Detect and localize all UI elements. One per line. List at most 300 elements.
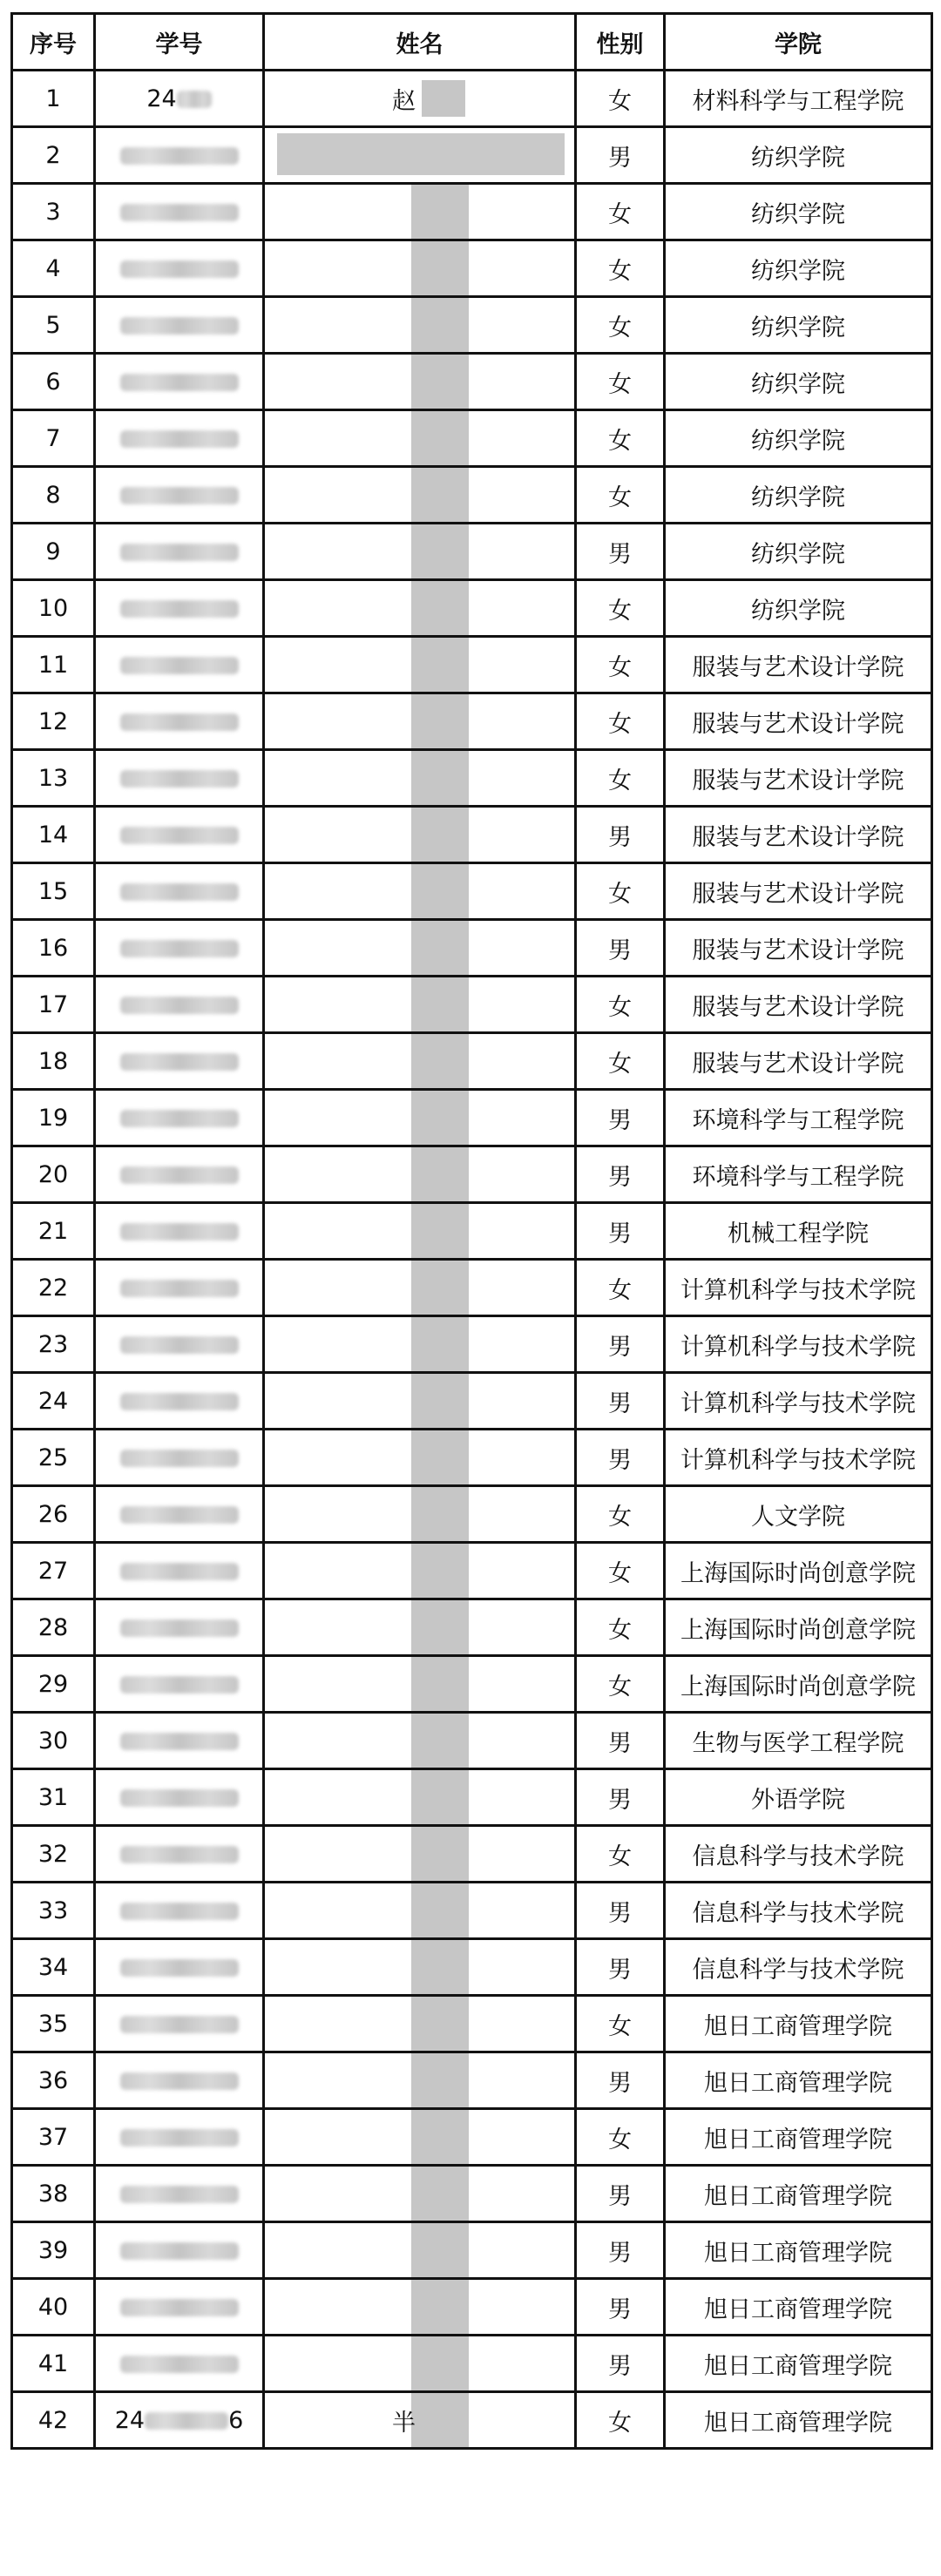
redacted-student-id [120, 544, 239, 561]
cell-seq: 34 [12, 1939, 95, 1996]
table-row [12, 354, 932, 410]
redacted-student-id [120, 1789, 239, 1807]
cell-student-id [95, 1146, 264, 1203]
cell-gender: 女 [576, 1033, 665, 1090]
cell-name [264, 1713, 576, 1769]
cell-seq: 17 [12, 977, 95, 1033]
cell-college: 旭日工商管理学院 [665, 2279, 932, 2336]
student-id-prefix: 24 [146, 85, 177, 112]
table-row [12, 2336, 932, 2392]
cell-seq: 9 [12, 524, 95, 580]
cell-college: 纺织学院 [665, 410, 932, 467]
redacted-student-id [120, 2072, 239, 2090]
cell-gender: 男 [576, 2336, 665, 2392]
cell-name [264, 1430, 576, 1486]
redacted-student-id [120, 1450, 239, 1467]
cell-student-id [95, 750, 264, 807]
header-student-id: 学号 [95, 14, 264, 71]
cell-student-id [95, 467, 264, 524]
roster-sheet [10, 12, 931, 2450]
cell-gender: 女 [576, 467, 665, 524]
redacted-name [411, 921, 469, 975]
redacted-name [411, 1374, 469, 1428]
redacted-student-id [120, 1903, 239, 1920]
cell-name [264, 240, 576, 297]
table-row [12, 240, 932, 297]
redacted-name [411, 694, 469, 748]
cell-name [264, 1599, 576, 1656]
header-seq: 序号 [12, 14, 95, 71]
redacted-student-id [120, 2356, 239, 2373]
cell-seq: 41 [12, 2336, 95, 2392]
redacted-student-id [120, 374, 239, 391]
cell-student-id [95, 693, 264, 750]
cell-name [264, 410, 576, 467]
cell-student-id [95, 1316, 264, 1373]
redacted-name [411, 1940, 469, 1994]
cell-college: 旭日工商管理学院 [665, 2166, 932, 2222]
cell-student-id [95, 920, 264, 977]
redacted-name [411, 2223, 469, 2277]
cell-seq: 12 [12, 693, 95, 750]
cell-student-id [95, 1826, 264, 1883]
redacted-name [411, 468, 469, 522]
cell-name [264, 297, 576, 354]
cell-seq: 7 [12, 410, 95, 467]
cell-gender: 女 [576, 863, 665, 920]
cell-gender: 女 [576, 1996, 665, 2052]
redacted-student-id [120, 1280, 239, 1297]
cell-college: 信息科学与技术学院 [665, 1883, 932, 1939]
cell-student-id [95, 863, 264, 920]
cell-gender: 女 [576, 2392, 665, 2449]
table-row [12, 184, 932, 240]
cell-college: 环境科学与工程学院 [665, 1090, 932, 1146]
cell-seq: 11 [12, 637, 95, 693]
redacted-student-id [120, 713, 239, 731]
cell-gender: 男 [576, 1203, 665, 1260]
redacted-name [411, 581, 469, 635]
redacted-student-id [120, 1053, 239, 1071]
name-visible-char: 半 [392, 2409, 416, 2437]
cell-college: 服装与艺术设计学院 [665, 637, 932, 693]
table-row [12, 410, 932, 467]
table-row [12, 1996, 932, 2052]
table-row [12, 1033, 932, 1090]
table-header-row [12, 14, 932, 71]
cell-name [264, 1033, 576, 1090]
cell-college: 纺织学院 [665, 467, 932, 524]
cell-gender: 男 [576, 1769, 665, 1826]
cell-name [264, 977, 576, 1033]
cell-student-id [95, 2279, 264, 2336]
cell-seq: 25 [12, 1430, 95, 1486]
cell-name [264, 184, 576, 240]
cell-student-id [95, 240, 264, 297]
cell-seq: 27 [12, 1543, 95, 1599]
redacted-name [411, 1430, 469, 1484]
cell-college: 计算机科学与技术学院 [665, 1316, 932, 1373]
cell-college: 计算机科学与技术学院 [665, 1430, 932, 1486]
table-row [12, 637, 932, 693]
cell-college: 上海国际时尚创意学院 [665, 1656, 932, 1713]
cell-seq: 6 [12, 354, 95, 410]
redacted-student-id [120, 827, 239, 844]
cell-student-id [95, 524, 264, 580]
table-row [12, 467, 932, 524]
table-row [12, 1373, 932, 1430]
cell-name [264, 1486, 576, 1543]
redacted-name [411, 1034, 469, 1088]
cell-seq: 13 [12, 750, 95, 807]
cell-student-id [95, 1769, 264, 1826]
cell-name [264, 354, 576, 410]
cell-gender: 男 [576, 524, 665, 580]
cell-college: 旭日工商管理学院 [665, 2222, 932, 2279]
redacted-student-id [120, 997, 239, 1014]
table-row [12, 1939, 932, 1996]
cell-gender: 女 [576, 1260, 665, 1316]
table-row [12, 977, 932, 1033]
cell-name [264, 1373, 576, 1430]
cell-name [264, 2109, 576, 2166]
cell-gender: 女 [576, 750, 665, 807]
header-gender: 性别 [576, 14, 665, 71]
cell-gender: 女 [576, 1599, 665, 1656]
cell-seq: 22 [12, 1260, 95, 1316]
student-id-suffix: 6 [228, 2406, 244, 2434]
cell-college: 旭日工商管理学院 [665, 2052, 932, 2109]
table-row [12, 297, 932, 354]
cell-seq: 5 [12, 297, 95, 354]
redacted-name [422, 80, 465, 117]
cell-student-id [95, 2222, 264, 2279]
table-row [12, 2392, 932, 2449]
redacted-student-id [120, 1336, 239, 1354]
cell-college: 信息科学与技术学院 [665, 1939, 932, 1996]
cell-college: 纺织学院 [665, 184, 932, 240]
cell-student-id [95, 1599, 264, 1656]
table-row [12, 1656, 932, 1713]
redacted-name [411, 524, 469, 578]
redacted-name [411, 1770, 469, 1824]
cell-student-id [95, 410, 264, 467]
cell-college: 服装与艺术设计学院 [665, 977, 932, 1033]
cell-college: 纺织学院 [665, 524, 932, 580]
cell-seq: 4 [12, 240, 95, 297]
redacted-student-id [120, 260, 239, 278]
cell-student-id [95, 807, 264, 863]
cell-student-id [95, 1939, 264, 1996]
cell-gender: 男 [576, 1316, 665, 1373]
redacted-student-id [120, 1166, 239, 1184]
cell-gender: 男 [576, 1090, 665, 1146]
table-body [12, 71, 932, 2449]
cell-name [264, 71, 576, 127]
cell-seq: 3 [12, 184, 95, 240]
cell-college: 旭日工商管理学院 [665, 2109, 932, 2166]
redacted-name [411, 751, 469, 805]
cell-college: 外语学院 [665, 1769, 932, 1826]
cell-college: 上海国际时尚创意学院 [665, 1599, 932, 1656]
cell-student-id [95, 1033, 264, 1090]
table-row [12, 863, 932, 920]
cell-seq: 35 [12, 1996, 95, 2052]
cell-student-id [95, 2392, 264, 2449]
cell-seq: 42 [12, 2392, 95, 2449]
cell-seq: 20 [12, 1146, 95, 1203]
redacted-student-id [120, 883, 239, 901]
cell-name [264, 2052, 576, 2109]
cell-name [264, 1883, 576, 1939]
table-row [12, 524, 932, 580]
cell-student-id [95, 1656, 264, 1713]
cell-seq: 29 [12, 1656, 95, 1713]
table-row [12, 2109, 932, 2166]
table-row [12, 71, 932, 127]
redacted-student-id [120, 1676, 239, 1694]
cell-gender: 女 [576, 184, 665, 240]
redacted-student-id [120, 1110, 239, 1127]
table-row [12, 1713, 932, 1769]
cell-student-id [95, 580, 264, 637]
cell-student-id [95, 1430, 264, 1486]
cell-name [264, 807, 576, 863]
redacted-name [411, 2336, 469, 2390]
redacted-name [411, 2053, 469, 2107]
cell-seq: 32 [12, 1826, 95, 1883]
cell-college: 纺织学院 [665, 580, 932, 637]
cell-seq: 24 [12, 1373, 95, 1430]
table-row [12, 1769, 932, 1826]
table-row [12, 1430, 932, 1486]
redacted-name [411, 977, 469, 1031]
cell-college: 机械工程学院 [665, 1203, 932, 1260]
cell-college: 计算机科学与技术学院 [665, 1260, 932, 1316]
cell-student-id [95, 1996, 264, 2052]
cell-college: 人文学院 [665, 1486, 932, 1543]
cell-student-id [95, 127, 264, 184]
redacted-name [411, 2167, 469, 2221]
cell-gender: 女 [576, 977, 665, 1033]
redacted-name [411, 1261, 469, 1315]
cell-student-id [95, 2166, 264, 2222]
cell-gender: 男 [576, 807, 665, 863]
cell-gender: 女 [576, 71, 665, 127]
cell-seq: 15 [12, 863, 95, 920]
cell-student-id [95, 1373, 264, 1430]
table-row [12, 2166, 932, 2222]
redacted-name [411, 2110, 469, 2164]
redacted-name [411, 1714, 469, 1768]
cell-seq: 33 [12, 1883, 95, 1939]
cell-student-id [95, 977, 264, 1033]
redacted-student-id [120, 2129, 239, 2147]
cell-seq: 31 [12, 1769, 95, 1826]
cell-name [264, 2166, 576, 2222]
cell-student-id [95, 637, 264, 693]
cell-seq: 39 [12, 2222, 95, 2279]
cell-seq: 40 [12, 2279, 95, 2336]
table-row [12, 750, 932, 807]
cell-gender: 男 [576, 920, 665, 977]
cell-name [264, 467, 576, 524]
table-row [12, 1203, 932, 1260]
cell-gender: 男 [576, 2052, 665, 2109]
cell-seq: 2 [12, 127, 95, 184]
cell-name [264, 693, 576, 750]
cell-seq: 23 [12, 1316, 95, 1373]
table-row [12, 2279, 932, 2336]
redacted-student-id [177, 91, 212, 108]
cell-seq: 38 [12, 2166, 95, 2222]
cell-college: 服装与艺术设计学院 [665, 863, 932, 920]
redacted-student-id [120, 770, 239, 788]
cell-college: 计算机科学与技术学院 [665, 1373, 932, 1430]
redacted-name [411, 1657, 469, 1711]
redacted-student-id [120, 2299, 239, 2316]
cell-name [264, 127, 576, 184]
student-roster-table [10, 12, 933, 2450]
redacted-student-id [120, 487, 239, 504]
redacted-name [411, 1827, 469, 1881]
table-row [12, 1826, 932, 1883]
table-row [12, 2222, 932, 2279]
cell-college: 服装与艺术设计学院 [665, 807, 932, 863]
cell-college: 旭日工商管理学院 [665, 2392, 932, 2449]
cell-name [264, 1146, 576, 1203]
cell-name [264, 863, 576, 920]
cell-student-id [95, 2109, 264, 2166]
table-row [12, 127, 932, 184]
cell-gender: 女 [576, 1486, 665, 1543]
cell-student-id [95, 1203, 264, 1260]
table-row [12, 920, 932, 977]
cell-name [264, 2392, 576, 2449]
cell-college: 纺织学院 [665, 297, 932, 354]
redacted-name [411, 411, 469, 465]
cell-name [264, 750, 576, 807]
cell-gender: 女 [576, 1656, 665, 1713]
cell-name [264, 524, 576, 580]
cell-seq: 18 [12, 1033, 95, 1090]
cell-gender: 男 [576, 1430, 665, 1486]
redacted-name [411, 1204, 469, 1258]
redacted-name [411, 1997, 469, 2051]
cell-gender: 女 [576, 2109, 665, 2166]
redacted-student-id [120, 1506, 239, 1524]
cell-college: 生物与医学工程学院 [665, 1713, 932, 1769]
redacted-student-id [120, 1393, 239, 1410]
redacted-student-id [120, 147, 239, 165]
redacted-student-id [120, 657, 239, 674]
cell-student-id [95, 354, 264, 410]
name-visible-char: 赵 [392, 87, 416, 115]
redacted-name [411, 355, 469, 409]
redacted-name [411, 1600, 469, 1654]
cell-name [264, 1260, 576, 1316]
cell-gender: 女 [576, 1826, 665, 1883]
redacted-name [411, 241, 469, 295]
table-row [12, 580, 932, 637]
cell-college: 旭日工商管理学院 [665, 1996, 932, 2052]
cell-student-id [95, 1543, 264, 1599]
cell-seq: 19 [12, 1090, 95, 1146]
cell-name [264, 1316, 576, 1373]
cell-college: 服装与艺术设计学院 [665, 693, 932, 750]
cell-student-id [95, 2052, 264, 2109]
cell-gender: 男 [576, 1939, 665, 1996]
redacted-name [411, 1544, 469, 1598]
cell-college: 材料科学与工程学院 [665, 71, 932, 127]
redacted-name [411, 808, 469, 862]
redacted-student-id [120, 1846, 239, 1863]
table-row [12, 1260, 932, 1316]
cell-college: 旭日工商管理学院 [665, 2336, 932, 2392]
cell-name [264, 1090, 576, 1146]
cell-gender: 男 [576, 1373, 665, 1430]
cell-student-id [95, 1090, 264, 1146]
cell-gender: 男 [576, 1713, 665, 1769]
cell-gender: 男 [576, 2222, 665, 2279]
table-row [12, 1090, 932, 1146]
table-row [12, 2052, 932, 2109]
cell-college: 纺织学院 [665, 127, 932, 184]
redacted-name [411, 1147, 469, 1201]
cell-college: 纺织学院 [665, 240, 932, 297]
cell-gender: 女 [576, 410, 665, 467]
redacted-student-id [120, 317, 239, 335]
cell-gender: 女 [576, 240, 665, 297]
cell-student-id [95, 184, 264, 240]
cell-gender: 男 [576, 1883, 665, 1939]
cell-name [264, 2222, 576, 2279]
cell-college: 服装与艺术设计学院 [665, 750, 932, 807]
cell-gender: 男 [576, 1146, 665, 1203]
redacted-student-id [120, 430, 239, 448]
table-row [12, 1316, 932, 1373]
table-row [12, 1146, 932, 1203]
cell-name [264, 580, 576, 637]
cell-name [264, 1203, 576, 1260]
cell-student-id [95, 71, 264, 127]
cell-college: 服装与艺术设计学院 [665, 1033, 932, 1090]
redacted-name [411, 298, 469, 352]
cell-seq: 10 [12, 580, 95, 637]
redacted-name [411, 1487, 469, 1541]
cell-gender: 男 [576, 2279, 665, 2336]
cell-gender: 女 [576, 693, 665, 750]
redacted-student-id [120, 940, 239, 957]
cell-name [264, 1826, 576, 1883]
cell-gender: 女 [576, 354, 665, 410]
table-row [12, 1486, 932, 1543]
cell-name [264, 1996, 576, 2052]
cell-student-id [95, 1260, 264, 1316]
cell-seq: 37 [12, 2109, 95, 2166]
redacted-student-id [120, 1619, 239, 1637]
table-row [12, 1883, 932, 1939]
table-row [12, 1543, 932, 1599]
cell-name [264, 1656, 576, 1713]
cell-student-id [95, 1486, 264, 1543]
cell-gender: 男 [576, 2166, 665, 2222]
redacted-name [411, 1091, 469, 1145]
cell-gender: 女 [576, 297, 665, 354]
cell-name [264, 2279, 576, 2336]
cell-name [264, 637, 576, 693]
cell-seq: 1 [12, 71, 95, 127]
